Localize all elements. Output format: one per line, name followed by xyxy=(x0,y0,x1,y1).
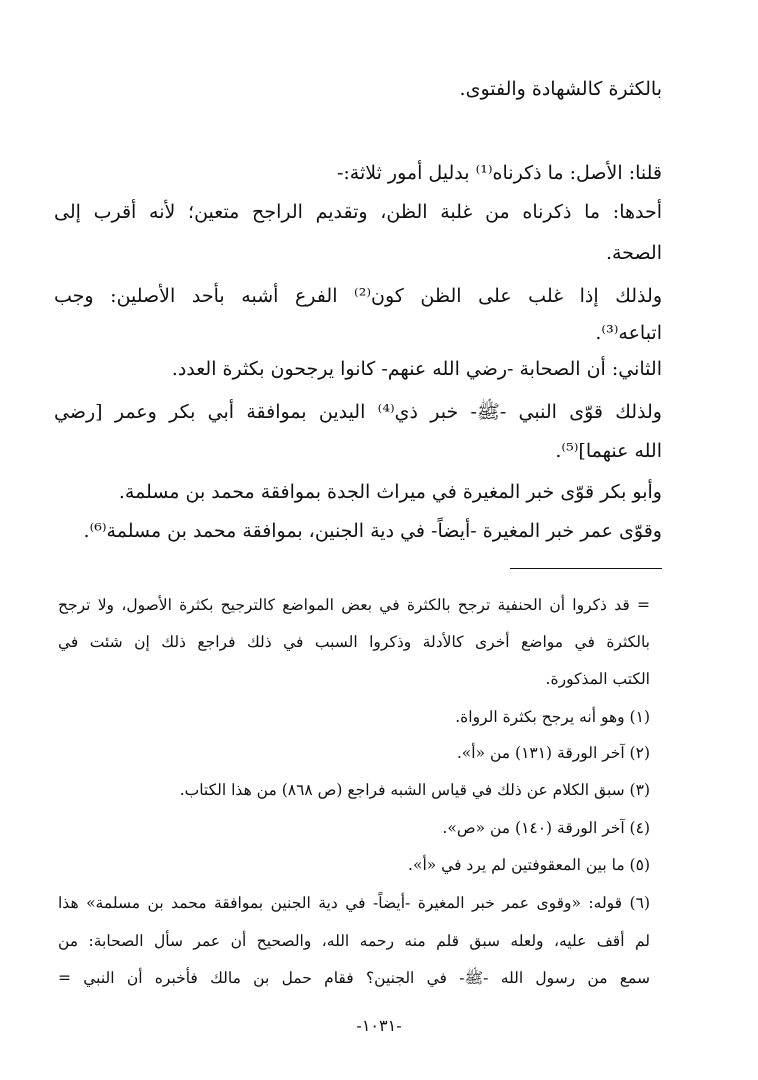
footnote-line-2: بالكثرة في مواضع أخرى كالأدلة وذكروا السبب في ذلك فراجع ذلك إن شئت في xyxy=(58,633,650,651)
footnote-line-3: الكتب المذكورة. xyxy=(545,670,650,688)
footnote-line-5: (٢) آخر الورقة (١٣١) من «أ». xyxy=(456,744,650,762)
body-line-2: قلنا: الأصل: ما ذكرناه⁽¹⁾ بدليل أمور ثلاثة:- xyxy=(336,162,662,184)
footnote-line-11: سمع من رسول الله -ﷺ- في الجنين؟ فقام حمل بن مالك فأخبره أن النبي = xyxy=(58,969,650,987)
body-line-6: اتباعه⁽³⁾. xyxy=(595,322,662,344)
body-line-7: الثاني: أن الصحابة -رضي الله عنهم- كانوا يرجحون بكثرة العدد. xyxy=(171,358,662,380)
footnote-line-4: (١) وهو أنه يرجح بكثرة الرواة. xyxy=(455,708,650,726)
body-line-9: الله عنهما]⁽⁵⁾. xyxy=(555,440,662,462)
footnote-separator xyxy=(510,568,662,569)
footnote-line-8: (٥) ما بين المعقوفتين لم يرد في «أ». xyxy=(408,856,650,874)
footnote-line-9: (٦) قوله: «وقوى عمر خبر المغيرة -أيضاً- في دية الجنين بموافقة محمد بن مسلمة» هذا xyxy=(58,894,650,912)
body-line-3: أحدها: ما ذكرناه من غلبة الظن، وتقديم الراجح متعين؛ لأنه أقرب إلى xyxy=(54,201,662,223)
footnote-line-1: = قد ذكروا أن الحنفية ترجح بالكثرة في بعض المواضع كالترجيح بكثرة الأصول، ولا ترجح xyxy=(58,596,650,614)
body-line-5: ولذلك إذا غلب على الظن كون⁽²⁾ الفرع أشبه بأحد الأصلين: وجب xyxy=(54,285,662,307)
body-line-10: وأبو بكر قوّى خبر المغيرة في ميراث الجدة بموافقة محمد بن مسلمة. xyxy=(118,481,662,503)
body-line-11: وقوّى عمر خبر المغيرة -أيضاً- في دية الجنين، بموافقة محمد بن مسلمة⁽⁶⁾. xyxy=(83,520,662,542)
page-number: -١٠٣١- xyxy=(356,1016,402,1035)
body-line-8: ولذلك قوّى النبي -ﷺ- خبر ذي⁽⁴⁾ اليدين بموافقة أبي بكر وعمر [رضي xyxy=(54,401,662,423)
footnote-line-10: لم أقف عليه، ولعله سبق قلم منه رحمه الله، والصحيح أن عمر سأل الصحابة: من xyxy=(58,932,650,950)
footnote-line-6: (٣) سبق الكلام عن ذلك في قياس الشبه فراجع (ص ٨٦٨) من هذا الكتاب. xyxy=(179,781,650,799)
footnote-line-7: (٤) آخر الورقة (١٤٠) من «ص». xyxy=(442,819,650,837)
body-line-1: بالكثرة كالشهادة والفتوى. xyxy=(459,78,662,100)
body-line-4: الصحة. xyxy=(605,242,662,264)
